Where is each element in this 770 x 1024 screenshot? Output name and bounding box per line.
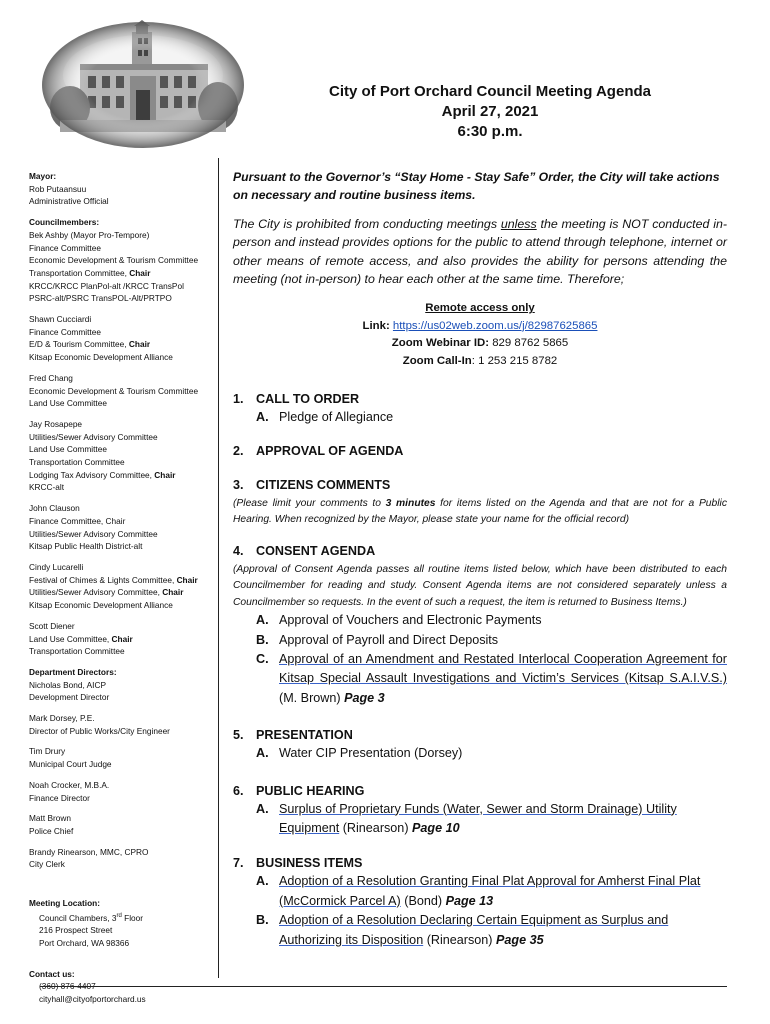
director-role: Development Director (29, 692, 110, 703)
member-name: Scott Diener (29, 620, 75, 631)
committee-line: Kitsap Economic Development Alliance (29, 600, 173, 611)
director-rinearson (29, 846, 215, 871)
remote-title: Remote access only (425, 302, 535, 315)
mayor-role: Administrative Official (29, 196, 109, 207)
committee-line: E/D & Tourism Committee, Chair (29, 339, 151, 350)
section-presentation (233, 726, 727, 763)
column-divider (218, 158, 219, 978)
section-heading: 2. APPROVAL OF AGENDA (233, 443, 404, 458)
agenda-item: B. Adoption of a Resolution Declaring Certain Equipment as Surplus and Authorizing its Disposition (Rinearson) Page 35 (256, 913, 669, 947)
committee-line: KRCC-alt (29, 482, 65, 493)
committee-line: Utilities/Sewer Advisory Committee (29, 528, 158, 539)
director-name: Brandy Rinearson, MMC, CPRO (29, 846, 149, 857)
director-role: Director of Public Works/City Engineer (29, 725, 170, 736)
call-in-row: Zoom Call-In: 1 253 215 8782 (402, 354, 558, 367)
intro-paragraph: The City is prohibited from conducting meetings unless the meeting is NOT conducted in-person and instead provides options for the public to attend through telephone, internet or other means of remote access, and also provides the ability for persons attending the meeting (not in-person) to hear each other at the same time. Therefore; (233, 217, 727, 286)
committee-line: Land Use Committee (29, 444, 107, 455)
section-heading: 4. CONSENT AGENDA (233, 543, 376, 558)
contact-email[interactable]: cityhall@cityofportorchard.us (39, 994, 146, 1005)
section-heading: 7. BUSINESS ITEMS (233, 856, 363, 871)
director-name: Mark Dorsey, P.E. (29, 713, 95, 724)
member-name: Shawn Cucciardi (29, 314, 92, 325)
committee-line: KRCC/KRCC PlanPol-alt /KRCC TransPol (29, 280, 184, 291)
item-link[interactable]: Approval of an Amendment and Restated Interlocal Cooperation Agreement for Kitsap Special Assault Investigations and Victim’s Services (Kitsap S.A.I.V.S.) (279, 651, 727, 686)
committee-line: Lodging Tax Advisory Committee, Chair (29, 469, 176, 480)
committee-line: Kitsap Economic Development Alliance (29, 352, 173, 363)
committee-line: PSRC-alt/PSRC TransPOL-Alt/PRTPO (29, 293, 172, 304)
section-note: (Please limit your comments to 3 minutes for items listed on the Agenda and that are not for a Public Hearing. When recognized by the Mayor, please state your name for the official record) (233, 497, 727, 526)
section-call-to-order (233, 390, 727, 427)
zoom-link-row: Link: https://us02web.zoom.us/j/82987625865 (362, 319, 598, 332)
director-name: Nicholas Bond, AICP (29, 679, 107, 690)
committee-line: Finance Committee (29, 242, 101, 253)
agenda-item: A. Adoption of a Resolution Granting Final Plat Approval for Amherst Final Plat (McCormick Parcel A) (Bond) Page 13 (256, 874, 701, 908)
agenda-item: B. Approval of Payroll and Direct Deposits (256, 632, 499, 647)
mayor-name: Rob Putaansuu (29, 183, 87, 194)
committee-line: Utilities/Sewer Advisory Committee, Chair (29, 587, 184, 598)
meeting-location (29, 897, 215, 950)
webinar-id-row: Zoom Webinar ID: 829 8762 5865 (391, 337, 569, 350)
contact-label: Contact us: (29, 968, 75, 979)
committee-line: Transportation Committee (29, 457, 125, 468)
section-heading: 1. CALL TO ORDER (233, 392, 360, 407)
section-note: (Approval of Consent Agenda passes all routine items listed below, which have been distributed to each Councilmember for reading and study. Consent Agenda items are not considered separately unless a Councilmember so requests. In the event of such a request, the item is returned to Business Items.) (233, 563, 727, 608)
committee-line: Festival of Chimes & Lights Committee, Chair (29, 574, 198, 585)
directors-label: Department Directors: (29, 666, 117, 677)
member-name: Fred Chang (29, 372, 73, 383)
director-bond (29, 679, 215, 704)
agenda-item: A. Pledge of Allegiance (256, 410, 394, 425)
director-dorsey (29, 712, 215, 737)
item-link[interactable]: Adoption of a Resolution Declaring Certain Equipment as Surplus and Authorizing its Disposition (279, 913, 669, 947)
section-heading: 3. CITIZENS COMMENTS (233, 477, 391, 492)
director-name: Noah Crocker, M.B.A. (29, 779, 110, 790)
director-brown (29, 812, 215, 837)
director-role: City Clerk (29, 859, 65, 870)
director-role: Finance Director (29, 792, 90, 803)
city-hall-logo (40, 20, 246, 150)
section-heading: 5. PRESENTATION (233, 728, 353, 743)
agenda-body (233, 168, 727, 950)
director-crocker (29, 779, 215, 804)
committee-line: Kitsap Public Health District-alt (29, 541, 143, 552)
mayor-block (29, 170, 215, 208)
committee-line: Transportation Committee (29, 646, 125, 657)
committee-line: Finance Committee, Chair (29, 515, 126, 526)
section-business-items (233, 854, 727, 950)
section-public-hearing (233, 782, 727, 839)
section-citizens-comments (233, 476, 727, 529)
member-lucarelli (29, 561, 215, 612)
agenda-item: A. Surplus of Proprietary Funds (Water, Sewer and Storm Drainage) Utility Equipment (Rinearson) Page 10 (256, 801, 677, 835)
section-heading: 6. PUBLIC HEARING (233, 783, 365, 798)
intro-statement: Pursuant to the Governor’s “Stay Home - Stay Safe” Order, the City will take actions on necessary and routine business items. (233, 170, 720, 202)
member-chang (29, 372, 215, 410)
member-clauson (29, 502, 215, 553)
member-diener (29, 620, 215, 658)
location-line: Council Chambers, 3rd Floor (39, 912, 144, 923)
remote-access (233, 300, 727, 370)
location-line: 216 Prospect Street (39, 925, 113, 936)
zoom-link[interactable]: https://us02web.zoom.us/j/82987625865 (392, 319, 598, 332)
director-name: Matt Brown (29, 813, 71, 824)
committee-line: Economic Development & Tourism Committee (29, 385, 199, 396)
director-name: Tim Drury (29, 746, 66, 757)
agenda-item: A. Approval of Vouchers and Electronic Payments (256, 613, 542, 628)
director-role: Police Chief (29, 825, 74, 836)
committee-line: Economic Development & Tourism Committee (29, 255, 199, 266)
section-approval-of-agenda (233, 442, 727, 460)
member-cucciardi (29, 313, 215, 364)
sidebar (29, 170, 215, 1006)
director-drury (29, 745, 215, 770)
committee-line: Finance Committee (29, 326, 101, 337)
agenda-date: April 27, 2021 (441, 103, 539, 120)
location-label: Meeting Location: (29, 898, 100, 909)
member-name: Jay Rosapepe (29, 418, 83, 429)
item-link[interactable]: Adoption of a Resolution Granting Final Plat Approval for Amherst Final Plat (McCormick Parcel A) (279, 874, 701, 908)
member-rosapepe (29, 418, 215, 494)
member-name: Cindy Lucarelli (29, 561, 84, 572)
member-name: John Clauson (29, 503, 80, 514)
section-consent-agenda (233, 542, 727, 709)
member-ashby (29, 229, 215, 305)
location-line: Port Orchard, WA 98366 (39, 937, 130, 948)
committee-line: Land Use Committee, Chair (29, 633, 133, 644)
mayor-label: Mayor: (29, 171, 57, 181)
member-name: Bek Ashby (Mayor Pro-Tempore) (29, 229, 150, 240)
agenda-item: A. Water CIP Presentation (Dorsey) (256, 746, 463, 761)
committee-line: Utilities/Sewer Advisory Committee (29, 431, 158, 442)
committee-line: Land Use Committee (29, 398, 107, 409)
agenda-title: City of Port Orchard Council Meeting Agenda (329, 83, 651, 100)
director-role: Municipal Court Judge (29, 759, 112, 770)
bottom-rule (40, 986, 727, 987)
committee-line: Transportation Committee, Chair (29, 267, 151, 278)
item-link[interactable]: Surplus of Proprietary Funds (Water, Sewer and Storm Drainage) Utility Equipment (279, 801, 677, 835)
councilmembers-label: Councilmembers: (29, 217, 100, 228)
agenda-header (250, 82, 730, 142)
agenda-item: C. Approval of an Amendment and Restated Interlocal Cooperation Agreement for Kitsap Special Assault Investigations and Victim’s Services (Kitsap S.A.I.V.S.) (M. Brown) Page 3 (256, 651, 727, 705)
agenda-time: 6:30 p.m. (457, 123, 523, 140)
